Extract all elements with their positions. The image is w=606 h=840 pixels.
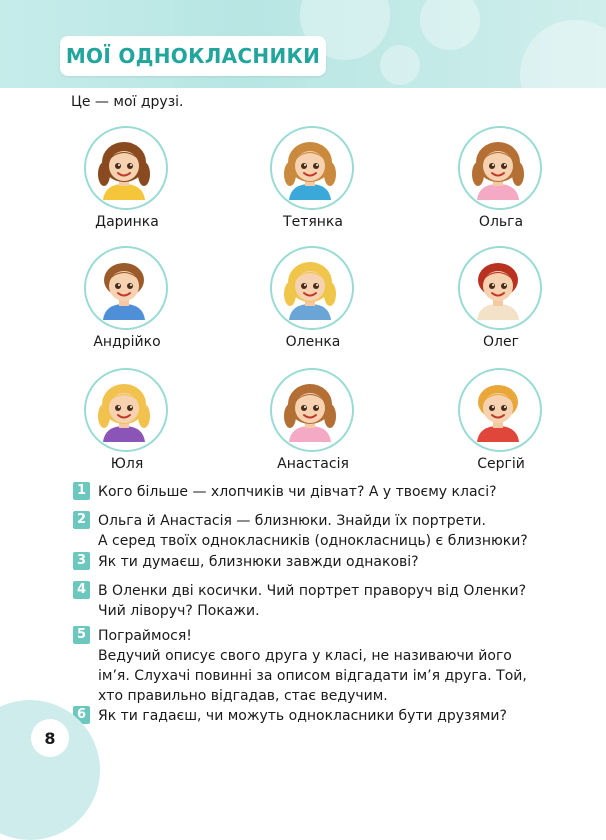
- classmate-name: Даринка: [95, 214, 159, 230]
- girl-portrait-icon: [93, 380, 155, 442]
- classmate-portrait: [238, 244, 388, 354]
- classmate-portrait: [52, 244, 202, 354]
- task-item: [73, 482, 563, 502]
- boy-portrait-icon: [93, 258, 155, 320]
- classmate-name: Тетянка: [283, 214, 343, 230]
- task-number-badge: 3: [73, 552, 90, 570]
- boy-portrait-icon: [467, 258, 529, 320]
- classmate-name: Анастасія: [277, 456, 349, 472]
- classmate-name: Ольга: [478, 214, 524, 230]
- task-text-line: Як ти гадаєш, чи можуть однокласники бути друзями?: [98, 708, 507, 724]
- task-text-line: А серед твоїх однокласників (однокласниць) є близнюки?: [98, 533, 528, 549]
- task-item: [73, 626, 563, 706]
- task-text-line: Кого більше — хлопчиків чи дівчат? А у твоєму класі?: [98, 484, 497, 500]
- classmate-portrait: [238, 366, 388, 476]
- task-text-line: Чий ліворуч? Покажи.: [98, 603, 260, 619]
- task-text-line: Ведучий описує свого друга у класі, не називаючи його: [98, 648, 512, 664]
- task-number-badge: 6: [73, 706, 90, 724]
- classmate-portrait: [52, 366, 202, 476]
- girl-portrait-icon: [279, 138, 341, 200]
- classmate-name: Юля: [110, 456, 144, 472]
- task-item: [73, 552, 563, 572]
- page-title: МОЇ ОДНОКЛАСНИКИ: [65, 44, 321, 68]
- classmate-portrait: [52, 124, 202, 234]
- classmate-name: Андрійко: [93, 334, 161, 350]
- classmate-name: Оленка: [285, 334, 341, 350]
- task-text-line: хто правильно відгадав, стає ведучим.: [98, 688, 388, 704]
- task-number-badge: 1: [73, 482, 90, 500]
- girl-portrait-icon: [279, 258, 341, 320]
- classmate-portrait: [426, 366, 576, 476]
- girl-portrait-icon: [279, 380, 341, 442]
- page-number: 8: [31, 719, 69, 757]
- task-text-line: ім’я. Слухачі повинні за описом відгадати ім’я друга. Той,: [98, 668, 527, 684]
- girl-portrait-icon: [93, 138, 155, 200]
- task-text-line: В Оленки дві косички. Чий портрет праворуч від Оленки?: [98, 583, 527, 599]
- classmate-portrait: [426, 244, 576, 354]
- task-number-badge: 2: [73, 511, 90, 529]
- task-item: [73, 706, 563, 726]
- task-text-line: Пограймося!: [98, 628, 192, 644]
- page-title-box: [60, 36, 326, 76]
- classmate-portrait: [238, 124, 388, 234]
- girl-portrait-icon: [467, 138, 529, 200]
- task-item: [73, 581, 563, 621]
- task-number-badge: 5: [73, 626, 90, 644]
- task-number-badge: 4: [73, 581, 90, 599]
- classmate-name: Олег: [483, 334, 519, 350]
- task-item: [73, 511, 563, 551]
- task-text-line: Як ти думаєш, близнюки завжди однакові?: [98, 554, 419, 570]
- task-text-line: Ольга й Анастасія — близнюки. Знайди їх портрети.: [98, 513, 486, 529]
- boy-portrait-icon: [467, 380, 529, 442]
- classmate-name: Сергій: [477, 456, 525, 472]
- classmate-portrait: [426, 124, 576, 234]
- intro-text: Це — мої друзі.: [71, 94, 184, 110]
